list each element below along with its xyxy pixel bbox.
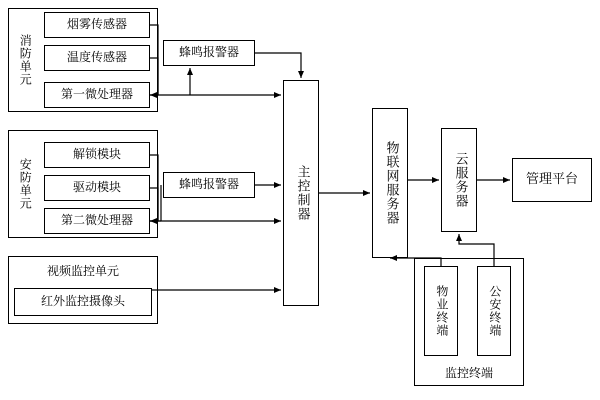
block-temp-sensor[interactable]: 温度传感器	[44, 45, 150, 71]
block-second-mcu[interactable]: 第二微处理器	[44, 208, 150, 234]
group-label-monitor-terminal: 监控终端	[444, 365, 493, 380]
block-main-controller[interactable]: 主控制器	[283, 80, 319, 306]
block-buzzer-alarm-fire[interactable]: 蜂鸣报警器	[163, 40, 255, 66]
block-cloud-server[interactable]: 云服务器	[441, 128, 477, 232]
block-management-platform[interactable]: 管理平台	[512, 158, 592, 202]
block-police-terminal[interactable]: 公安终端	[477, 266, 511, 356]
block-video-unit-title: 视频监控单元	[46, 263, 119, 278]
block-iot-server[interactable]: 物联网服务器	[372, 108, 408, 258]
group-label-fire-unit: 消防单元	[18, 34, 33, 86]
block-buzzer-alarm-security[interactable]: 蜂鸣报警器	[163, 172, 255, 198]
block-smoke-sensor[interactable]: 烟雾传感器	[44, 12, 150, 38]
block-unlock-module[interactable]: 解锁模块	[44, 142, 150, 168]
block-drive-module[interactable]: 驱动模块	[44, 175, 150, 201]
block-property-terminal[interactable]: 物业终端	[424, 266, 458, 356]
block-first-mcu[interactable]: 第一微处理器	[44, 82, 150, 108]
group-label-security-unit: 安防单元	[18, 158, 33, 210]
block-ir-camera[interactable]: 红外监控摄像头	[14, 288, 152, 316]
